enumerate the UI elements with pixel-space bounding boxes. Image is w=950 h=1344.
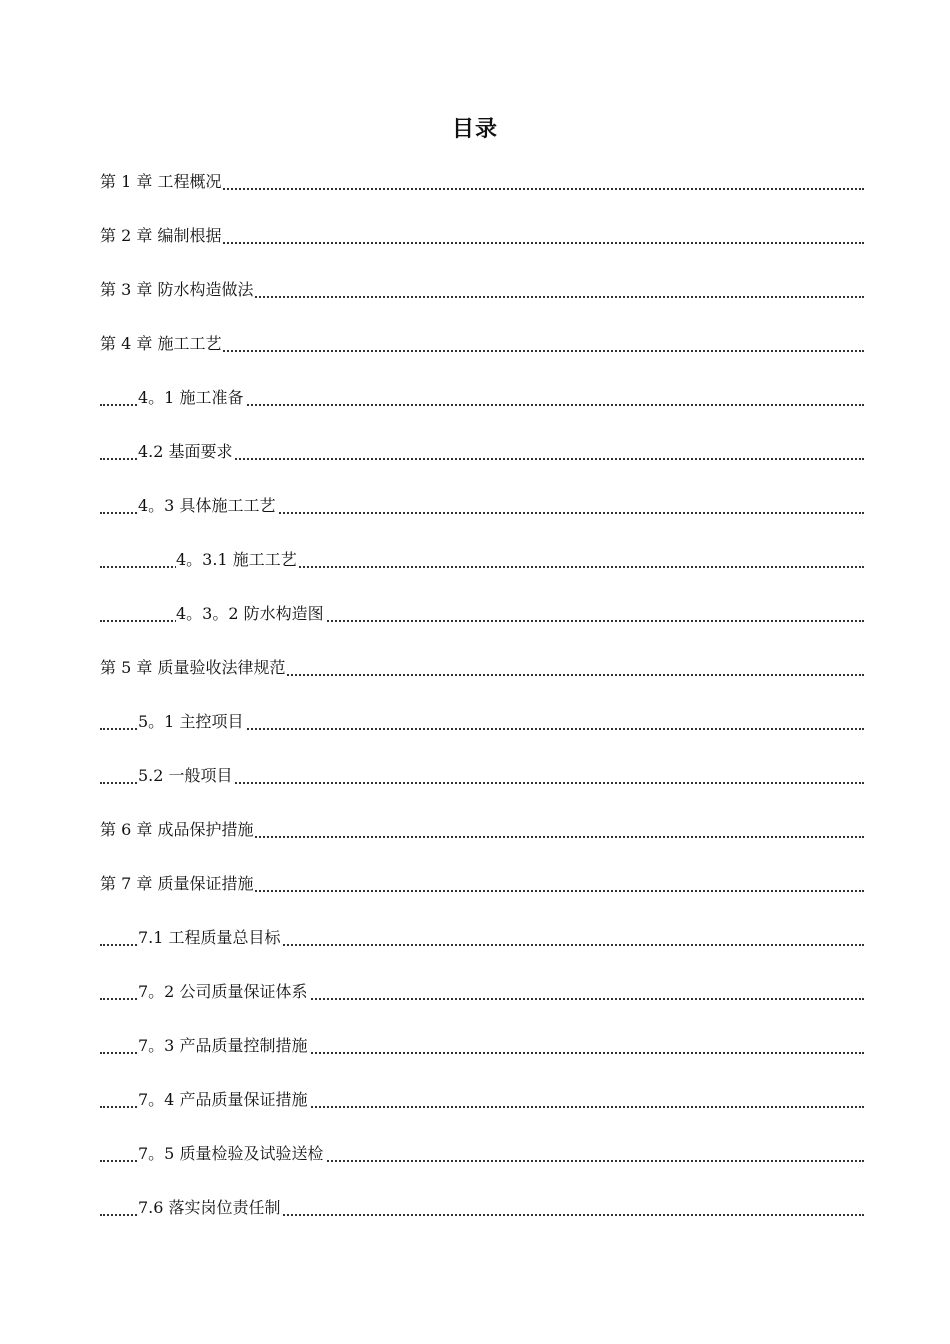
toc-entry[interactable] <box>100 330 864 384</box>
toc-entry[interactable] <box>100 708 864 762</box>
toc-entry-label: 第 3 章 防水构造做法 <box>100 280 254 299</box>
page-title: 目录 <box>451 116 498 142</box>
toc-entry[interactable] <box>100 546 864 600</box>
toc-entry-label: 4。1 施工准备 <box>138 388 244 407</box>
toc-entry-label: 第 4 章 施工工艺 <box>100 334 222 353</box>
toc-entry[interactable] <box>100 1086 864 1140</box>
toc-entry[interactable] <box>100 924 864 978</box>
toc-entry[interactable] <box>100 1194 864 1248</box>
toc-entry-label: 第 6 章 成品保护措施 <box>100 820 254 839</box>
toc-entry-label: 7。5 质量检验及试验送检 <box>138 1144 324 1163</box>
toc-entry-label: 7.1 工程质量总目标 <box>138 928 281 947</box>
toc-entry-label: 第 5 章 质量验收法律规范 <box>100 658 286 677</box>
table-of-contents <box>100 168 864 1248</box>
toc-entry[interactable] <box>100 1032 864 1086</box>
toc-entry-label: 7。4 产品质量保证措施 <box>138 1090 308 1109</box>
toc-entry[interactable] <box>100 816 864 870</box>
toc-entry-label: 7.6 落实岗位责任制 <box>138 1198 281 1217</box>
toc-entry[interactable] <box>100 222 864 276</box>
toc-entry[interactable] <box>100 654 864 708</box>
toc-entry-label: 7。2 公司质量保证体系 <box>138 982 308 1001</box>
toc-entry-label: 4。3 具体施工工艺 <box>138 496 276 515</box>
toc-entry-label: 第 7 章 质量保证措施 <box>100 874 254 893</box>
toc-entry-label: 第 1 章 工程概况 <box>100 172 222 191</box>
toc-entry-label: 5。1 主控项目 <box>138 712 244 731</box>
toc-entry[interactable] <box>100 492 864 546</box>
toc-entry[interactable] <box>100 1140 864 1194</box>
toc-entry-label: 4。3。2 防水构造图 <box>176 604 324 623</box>
toc-entry[interactable] <box>100 600 864 654</box>
toc-entry[interactable] <box>100 384 864 438</box>
toc-entry[interactable] <box>100 276 864 330</box>
toc-entry-label: 5.2 一般项目 <box>138 766 233 785</box>
toc-entry[interactable] <box>100 762 864 816</box>
toc-entry[interactable] <box>100 870 864 924</box>
toc-entry[interactable] <box>100 438 864 492</box>
toc-entry[interactable] <box>100 168 864 222</box>
toc-entry-label: 4.2 基面要求 <box>138 442 233 461</box>
toc-entry-label: 4。3.1 施工工艺 <box>176 550 297 569</box>
toc-entry-label: 第 2 章 编制根据 <box>100 226 222 245</box>
toc-entry[interactable] <box>100 978 864 1032</box>
toc-entry-label: 7。3 产品质量控制措施 <box>138 1036 308 1055</box>
